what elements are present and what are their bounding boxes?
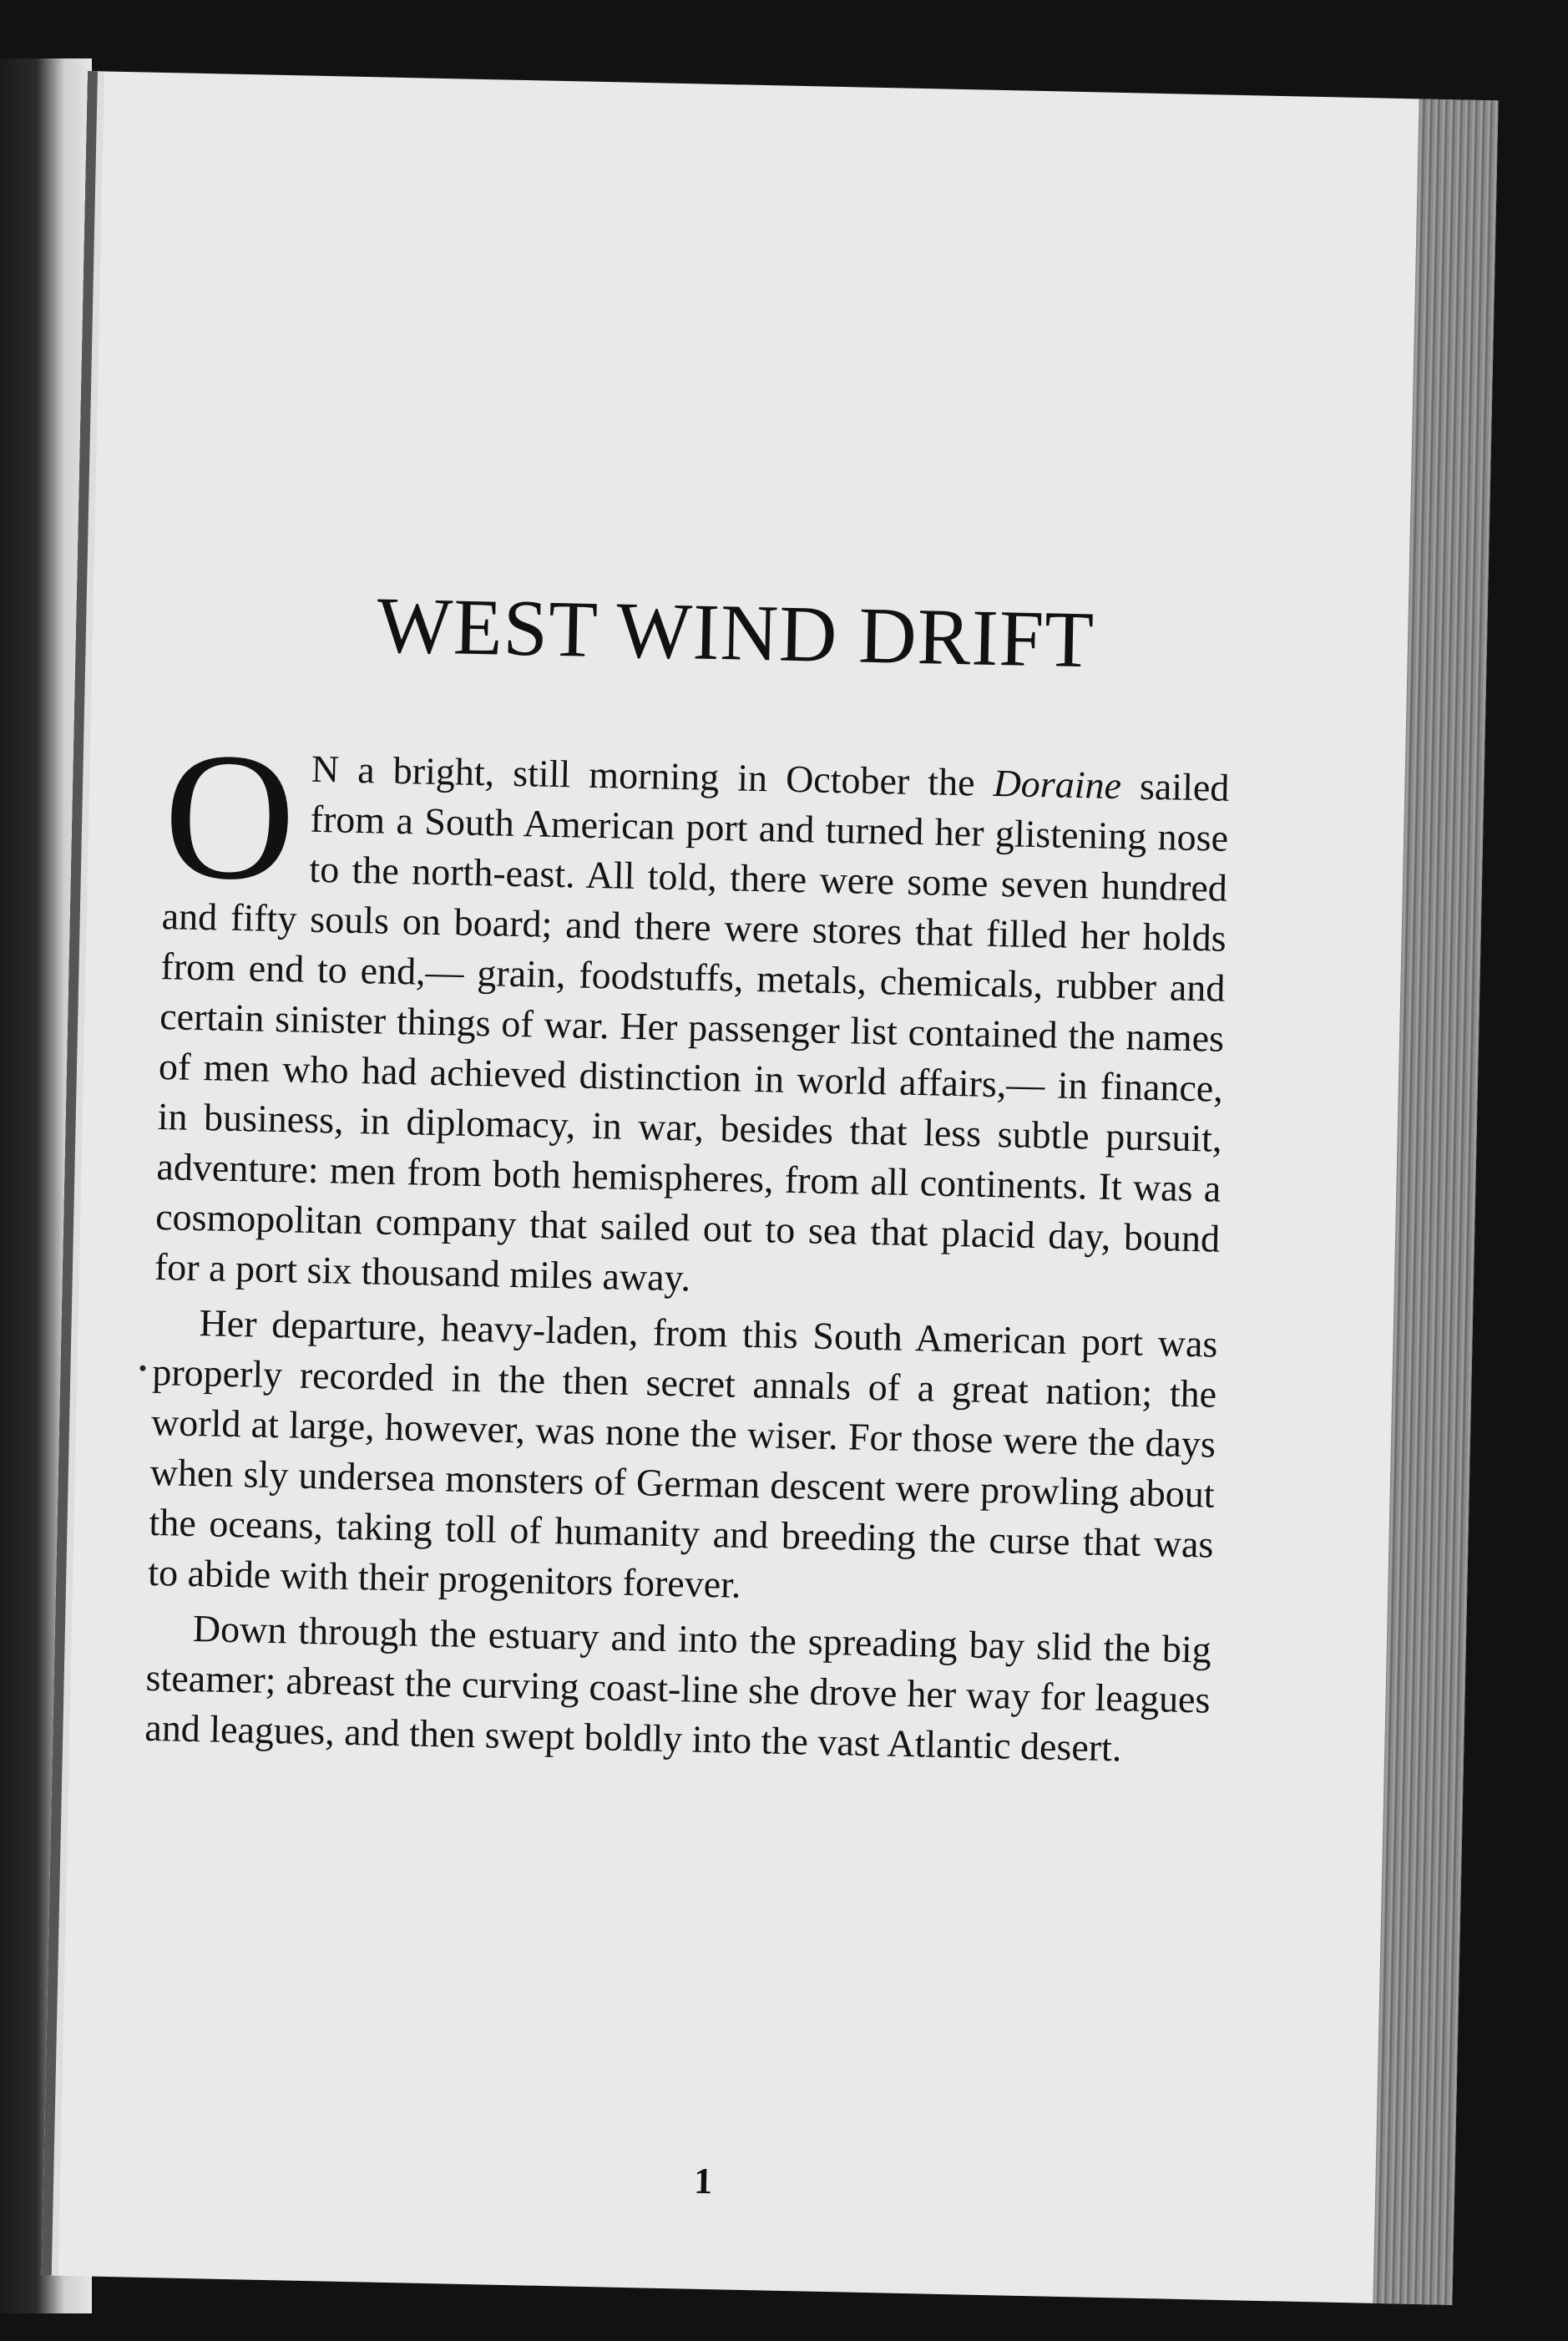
book-page [42, 71, 1499, 2305]
drop-cap: O [161, 715, 298, 920]
body-text [144, 715, 1230, 1780]
ship-name: Doraine [993, 761, 1122, 808]
margin-speck [139, 1366, 145, 1371]
paragraph-1-body: sailed from a South American port and turned her glistening nose to the north-east. All told, there were some seven hundred and fifty souls on board; and there were stores that filled her holds from end to end,— grain, foodstuffs, metals, chemicals, rubber and certain sinister things of war. Her passenger list contained the names of men who had achieved distinction in world affairs,— in finance, in business, in diplomacy, in war, besides that less subtle pursuit, adventure: men from both hemispheres, from all continents. It was a cosmopolitan company that sailed out to sea that placid day, bound for a port six thousand miles away. [154, 764, 1230, 1300]
page-edge-stack [1373, 99, 1498, 2304]
drop-cap-continuation: N [311, 747, 340, 791]
paragraph-1 [154, 715, 1230, 1315]
paragraph-2: Her departure, heavy-laden, from this South American port was properly recorded in the then secret annals of a great nation; the world at large, however, was none the wiser. For those were the days when sly undersea monsters of German descent were prowling about the oceans, taking toll of humanity and breeding the curse that was to abide with their progenitors forever. [147, 1301, 1218, 1606]
chapter-title: WEST WIND DRIFT [376, 580, 1095, 685]
paragraph-3: Down through the estuary and into the spreading bay slid the big steamer; abreast the curving coast-line she drove her way for leagues and leagues, and then swept boldly into the vast Atlantic desert. [144, 1607, 1212, 1770]
page-number: 1 [693, 2160, 713, 2202]
paragraph-1-lead: a bright, still morning in October the [338, 747, 994, 804]
